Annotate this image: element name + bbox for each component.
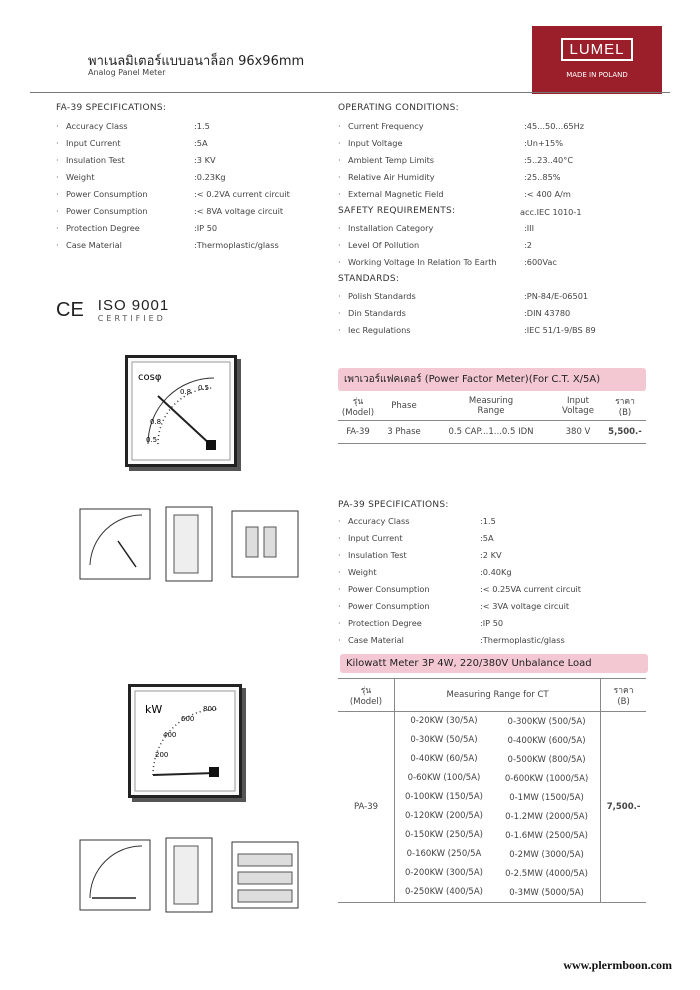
separator: :: [524, 308, 527, 318]
spec-value: Thermoplastic/glass: [196, 240, 279, 250]
spec-row: [338, 169, 658, 186]
separator: :: [480, 635, 483, 645]
spec-row: [338, 513, 658, 530]
separator: :: [524, 291, 527, 301]
header-divider: [30, 92, 670, 93]
separator: :: [480, 550, 483, 560]
bullet: ·: [56, 240, 59, 250]
fa39-spec-list: [56, 118, 316, 254]
spec-row: [56, 152, 316, 169]
fa39-heading: FA-39 SPECIFICATIONS:: [56, 103, 167, 113]
spec-value: 0.40Kg: [482, 567, 512, 577]
spec-value: Un+15%: [526, 138, 564, 148]
separator: :: [194, 206, 197, 216]
spec-label: Polish Standards: [348, 291, 416, 301]
brand-origin: MADE IN POLAND: [566, 71, 628, 79]
kw-dial-tick: 200: [155, 751, 169, 759]
spec-row: [338, 598, 658, 615]
spec-label: External Magnetic Field: [348, 189, 444, 199]
spec-value: 1.5: [482, 516, 496, 526]
kw-range-cell: 0-20KW (30/5A): [410, 716, 478, 726]
spec-label: Case Material: [348, 635, 404, 645]
iso-label: ISO 9001: [97, 297, 170, 314]
spec-label: Working Voltage In Relation To Earth: [348, 257, 497, 267]
bullet: ·: [56, 223, 59, 233]
kw-range-cell: 0-150KW (250/5A): [404, 830, 483, 840]
pf-col-price-th: ราคา: [615, 397, 635, 407]
pf-range: 0.5 CAP...1...0.5 IDN: [448, 427, 534, 437]
table-row: [338, 712, 646, 732]
spec-value: IEC 51/1-9/BS 89: [526, 325, 596, 335]
pf-dial-label: cosφ: [138, 372, 162, 383]
pf-voltage: 380 V: [565, 427, 591, 437]
spec-row: [338, 118, 658, 135]
bullet: ·: [338, 325, 341, 335]
spec-value: IP 50: [196, 223, 218, 233]
website-url[interactable]: www.plermboon.com: [563, 958, 672, 972]
kw-range-cell: 0-500KW (800/5A): [493, 750, 601, 769]
spec-label: Relative Air Humidity: [348, 172, 435, 182]
spec-value: DIN 43780: [526, 308, 571, 318]
bullet: ·: [338, 567, 341, 577]
bullet: ·: [338, 223, 341, 233]
separator: :: [480, 601, 483, 611]
spec-label: Din Standards: [348, 308, 406, 318]
bullet: ·: [338, 618, 341, 628]
spec-label: Installation Category: [348, 223, 434, 233]
separator: :: [194, 223, 197, 233]
pf-price: 5,500.-: [608, 427, 642, 437]
pf-meter-table: [338, 392, 646, 444]
spec-row: [338, 322, 658, 339]
pf-dial-tick: 0.8: [150, 418, 162, 426]
spec-label: Power Consumption: [66, 206, 148, 216]
kw-range-cell: 0-200KW (300/5A): [404, 868, 483, 878]
kw-range-cell: 0-3MW (5000/5A): [493, 883, 601, 903]
separator: :: [480, 533, 483, 543]
pf-dial-tick: 0.8: [180, 388, 192, 396]
spec-label: Current Frequency: [348, 121, 424, 131]
bullet: ·: [56, 172, 59, 182]
operating-spec-list: [338, 118, 658, 203]
bullet: ·: [56, 155, 59, 165]
spec-label: Input Current: [348, 533, 403, 543]
pf-dial-tick: 0.5: [198, 384, 210, 392]
spec-row: [338, 152, 658, 169]
spec-row: [56, 203, 316, 220]
safety-standard: acc.IEC 1010-1: [520, 207, 582, 217]
kw-range-cell: 0-1MW (1500/5A): [493, 788, 601, 807]
fa39-dimension-drawing: [78, 497, 308, 597]
spec-label: Input Voltage: [348, 138, 403, 148]
bullet: ·: [338, 291, 341, 301]
standards-spec-list: [338, 288, 658, 339]
spec-label: Insulation Test: [348, 550, 407, 560]
bullet: ·: [338, 240, 341, 250]
spec-label: Iec Regulations: [348, 325, 411, 335]
table-row: [338, 421, 646, 444]
spec-value: IP 50: [482, 618, 504, 628]
spec-label: Accuracy Class: [348, 516, 410, 526]
pf-col-model: (Model): [341, 408, 375, 418]
spec-label: Ambient Temp Limits: [348, 155, 435, 165]
bullet: ·: [338, 172, 341, 182]
kw-col-price: (B): [617, 697, 630, 707]
spec-row: [338, 237, 658, 254]
spec-value: 25..85%: [526, 172, 561, 182]
separator: :: [480, 567, 483, 577]
spec-value: < 0.25VA current circuit: [482, 584, 582, 594]
separator: :: [524, 240, 527, 250]
kw-range-cell: 0-600KW (1000/5A): [493, 769, 601, 788]
power-factor-meter-image: [125, 355, 237, 467]
spec-row: [338, 254, 658, 271]
spec-label: Weight: [66, 172, 95, 182]
kw-meter-table: [338, 678, 646, 903]
kw-col-model: (Model): [349, 697, 383, 707]
kw-meter-title: Kilowatt Meter 3P 4W, 220/380V Unbalance Load: [340, 654, 648, 673]
spec-row: [338, 220, 658, 237]
separator: :: [480, 516, 483, 526]
spec-value: Thermoplastic/glass: [482, 635, 565, 645]
standards-heading: STANDARDS:: [338, 274, 400, 284]
kw-dial-tick: 600: [181, 715, 195, 723]
bullet: ·: [338, 189, 341, 199]
certification: [56, 297, 169, 323]
spec-value: 5A: [196, 138, 208, 148]
bullet: ·: [338, 155, 341, 165]
bullet: ·: [338, 584, 341, 594]
kw-col-price-th: ราคา: [613, 686, 634, 696]
spec-row: [56, 237, 316, 254]
bullet: ·: [338, 601, 341, 611]
spec-label: Input Current: [66, 138, 121, 148]
kw-range-cell: 0-160KW (250/5A: [406, 849, 482, 859]
pf-col-range-2: Range: [477, 406, 505, 416]
spec-row: [338, 581, 658, 598]
separator: :: [194, 240, 197, 250]
spec-value: 1.5: [196, 121, 210, 131]
separator: :: [194, 155, 197, 165]
spec-value: < 0.2VA current circuit: [196, 189, 290, 199]
spec-row: [56, 169, 316, 186]
kw-range-cell: 0-2MW (3000/5A): [493, 845, 601, 864]
spec-value: 5..23..40°C: [526, 155, 574, 165]
spec-value: 5A: [482, 533, 494, 543]
kw-range-cell: 0-300KW (500/5A): [493, 712, 601, 732]
spec-label: Insulation Test: [66, 155, 125, 165]
separator: :: [480, 584, 483, 594]
spec-row: [338, 135, 658, 152]
spec-label: Accuracy Class: [66, 121, 128, 131]
separator: :: [194, 189, 197, 199]
bullet: ·: [56, 138, 59, 148]
page-subtitle: Analog Panel Meter: [88, 68, 166, 77]
spec-row: [338, 530, 658, 547]
bullet: ·: [338, 550, 341, 560]
page-title: พาเนลมิเตอร์แบบอนาล็อก 96x96mm: [88, 54, 305, 69]
kilowatt-meter-image: [128, 684, 242, 798]
spec-row: [338, 305, 658, 322]
pf-col-input-1: Input: [566, 396, 589, 406]
spec-row: [56, 118, 316, 135]
kw-dial-tick: 400: [163, 731, 177, 739]
spec-label: Protection Degree: [348, 618, 422, 628]
spec-row: [56, 186, 316, 203]
kw-range-cell: 0-400KW (600/5A): [493, 731, 601, 750]
separator: :: [524, 257, 527, 267]
spec-value: PN-84/E-06501: [526, 291, 589, 301]
safety-heading: SAFETY REQUIREMENTS:: [338, 206, 456, 216]
spec-label: Weight: [348, 567, 377, 577]
pf-col-phase: Phase: [391, 401, 417, 411]
separator: :: [524, 189, 527, 199]
brand-block: [532, 26, 662, 94]
separator: :: [524, 223, 527, 233]
bullet: ·: [338, 138, 341, 148]
spec-label: Power Consumption: [66, 189, 148, 199]
kw-range-cell: 0-2.5MW (4000/5A): [493, 864, 601, 883]
pf-col-input-2: Voltage: [562, 406, 594, 416]
spec-label: Power Consumption: [348, 584, 430, 594]
operating-heading: OPERATING CONDITIONS:: [338, 103, 459, 113]
kw-range-cell: 0-250KW (400/5A): [404, 887, 483, 897]
spec-value: < 8VA voltage circuit: [196, 206, 284, 216]
spec-row: [338, 615, 658, 632]
safety-spec-list: [338, 220, 658, 271]
bullet: ·: [338, 257, 341, 267]
kw-range-cell: 0-120KW (200/5A): [404, 811, 483, 821]
spec-label: Protection Degree: [66, 223, 140, 233]
spec-value: < 3VA voltage circuit: [482, 601, 570, 611]
bullet: ·: [338, 121, 341, 131]
iso-certified: CERTIFIED: [97, 314, 166, 323]
spec-value: 2: [526, 240, 532, 250]
bullet: ·: [338, 533, 341, 543]
kw-col-model-th: รุ่น: [360, 686, 372, 696]
bullet: ·: [338, 635, 341, 645]
pa39-dimension-drawing: [78, 828, 308, 928]
separator: :: [524, 121, 527, 131]
pf-meter-title: เพาเวอร์แฟคเตอร์ (Power Factor Meter)(For C.T. X/5A): [338, 368, 646, 391]
spec-label: Level Of Pollution: [348, 240, 420, 250]
spec-value: 0.23Kg: [196, 172, 226, 182]
kw-range-cell: 0-60KW (100/5A): [407, 773, 481, 783]
spec-row: [338, 564, 658, 581]
kw-model: PA-39: [338, 712, 395, 903]
kw-range-cell: 0-1.2MW (2000/5A): [493, 807, 601, 826]
spec-value: 45...50...65Hz: [526, 121, 585, 131]
kw-range-cell: 0-100KW (150/5A): [404, 792, 483, 802]
spec-value: 2 KV: [482, 550, 502, 560]
bullet: ·: [338, 516, 341, 526]
pf-col-price: (B): [618, 408, 632, 418]
spec-row: [338, 632, 658, 649]
bullet: ·: [56, 189, 59, 199]
spec-row: [56, 135, 316, 152]
bullet: ·: [56, 121, 59, 131]
spec-value: 3 KV: [196, 155, 216, 165]
kw-range-cell: 0-40KW (60/5A): [410, 754, 478, 764]
spec-value: 600Vac: [526, 257, 557, 267]
separator: :: [524, 172, 527, 182]
kw-dial-tick: 800: [203, 705, 217, 713]
bullet: ·: [56, 206, 59, 216]
ce-mark: CE: [56, 298, 84, 321]
kw-dial-label: kW: [145, 703, 163, 716]
spec-label: Power Consumption: [348, 601, 430, 611]
pf-dial-tick: 0.5: [146, 436, 158, 444]
separator: :: [524, 138, 527, 148]
kw-range-cell: 0-1.6MW (2500/5A): [493, 826, 601, 845]
pa39-spec-list: [338, 513, 658, 649]
kw-col-range: Measuring Range for CT: [395, 679, 601, 712]
pf-col-range-1: Measuring: [468, 396, 514, 406]
brand-logo: LUMEL: [561, 38, 632, 61]
kw-price: 7,500.-: [606, 802, 641, 812]
spec-label: Case Material: [66, 240, 122, 250]
separator: :: [524, 155, 527, 165]
spec-value: < 400 A/m: [526, 189, 571, 199]
spec-row: [338, 288, 658, 305]
spec-row: [338, 547, 658, 564]
separator: :: [194, 138, 197, 148]
spec-value: III: [526, 223, 535, 233]
spec-row: [56, 220, 316, 237]
separator: :: [194, 172, 197, 182]
separator: :: [194, 121, 197, 131]
pf-model: FA-39: [346, 427, 370, 437]
separator: :: [524, 325, 527, 335]
pf-col-model-th: รุ่น: [352, 397, 364, 407]
pa39-heading: PA-39 SPECIFICATIONS:: [338, 500, 449, 510]
spec-row: [338, 186, 658, 203]
kw-range-cell: 0-30KW (50/5A): [410, 735, 478, 745]
pf-phase: 3 Phase: [387, 427, 421, 437]
bullet: ·: [338, 308, 341, 318]
separator: :: [480, 618, 483, 628]
